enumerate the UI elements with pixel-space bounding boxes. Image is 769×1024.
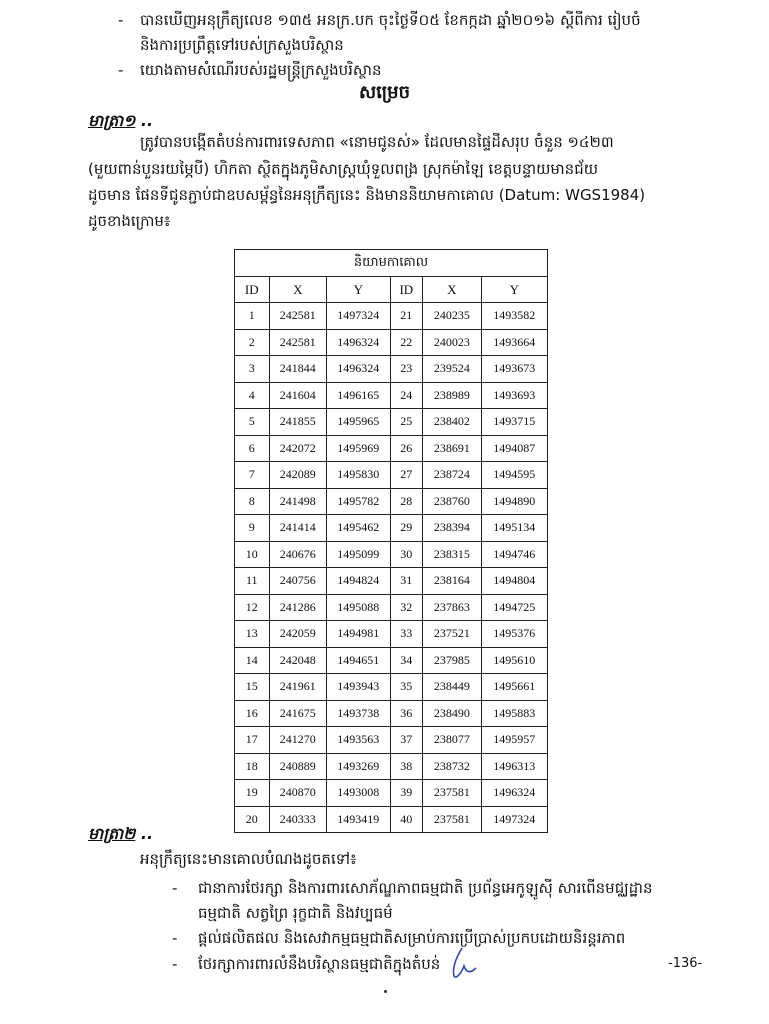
bullet-dash: - bbox=[172, 955, 178, 973]
cell-x: 240870 bbox=[269, 780, 327, 807]
table-row bbox=[235, 780, 548, 807]
cell-x: 242581 bbox=[269, 303, 327, 330]
cell-id: 23 bbox=[390, 356, 423, 383]
cell-y: 1494981 bbox=[327, 621, 391, 648]
article-2-title: មាត្រា២ .. bbox=[88, 824, 154, 843]
top-bullet-1-cont: និងការប្រព្រឹត្តទៅរបស់ក្រសួងបរិស្ថាន bbox=[140, 36, 344, 54]
cell-y: 1497324 bbox=[481, 806, 547, 833]
article-2-bullet-3: ថែរក្សាការពារលំនឹងបរិស្ថានធម្មជាតិក្នុងតំបន់ bbox=[198, 955, 441, 973]
cell-y: 1493943 bbox=[327, 674, 391, 701]
cell-y: 1493673 bbox=[481, 356, 547, 383]
table-row bbox=[235, 488, 548, 515]
table-row bbox=[235, 303, 548, 330]
cell-id: 17 bbox=[235, 727, 270, 754]
article-1-line-4: ដូចខាងក្រោម៖ bbox=[88, 212, 171, 230]
cell-id: 15 bbox=[235, 674, 270, 701]
cell-id: 8 bbox=[235, 488, 270, 515]
cell-y: 1496165 bbox=[327, 382, 391, 409]
cell-y: 1494746 bbox=[481, 541, 547, 568]
cell-x: 242072 bbox=[269, 435, 327, 462]
article-1-line-2: (មួយពាន់បួនរយម្ភៃបី) ហិកតា ស្ថិតក្នុងភូមិសាស្ត្រឃុំទួលពង្រ ស្រុកម៉ាឡៃ ខេត្តបន្ទាយមានជ័យ bbox=[88, 160, 598, 178]
cell-id: 38 bbox=[390, 753, 423, 780]
cell-id: 20 bbox=[235, 806, 270, 833]
cell-x: 238315 bbox=[423, 541, 481, 568]
col-header-id: ID bbox=[390, 277, 423, 303]
cell-id: 35 bbox=[390, 674, 423, 701]
top-bullet-2: យោងតាមសំណើរបស់រដ្ឋមន្ត្រីក្រសួងបរិស្ថាន bbox=[140, 61, 382, 79]
cell-y: 1493582 bbox=[481, 303, 547, 330]
table-row bbox=[235, 515, 548, 542]
cell-x: 237985 bbox=[423, 647, 481, 674]
cell-y: 1493693 bbox=[481, 382, 547, 409]
cell-x: 238691 bbox=[423, 435, 481, 462]
cell-x: 241414 bbox=[269, 515, 327, 542]
cell-y: 1493008 bbox=[327, 780, 391, 807]
cell-y: 1494651 bbox=[327, 647, 391, 674]
cell-id: 26 bbox=[390, 435, 423, 462]
cell-y: 1495134 bbox=[481, 515, 547, 542]
cell-y: 1496324 bbox=[327, 356, 391, 383]
cell-y: 1494087 bbox=[481, 435, 547, 462]
cell-id: 25 bbox=[390, 409, 423, 436]
scan-dot bbox=[384, 990, 387, 993]
article-2-bullet-1: ជានាការថែរក្សា និងការពារសោភ័ណ្ឌភាពធម្មជាតិ ប្រព័ន្ធអេកូឡូស៊ី សារពើនមជ្ឈដ្ឋាន bbox=[198, 879, 653, 897]
cell-x: 241270 bbox=[269, 727, 327, 754]
cell-x: 241498 bbox=[269, 488, 327, 515]
cell-y: 1493664 bbox=[481, 329, 547, 356]
cell-y: 1495462 bbox=[327, 515, 391, 542]
cell-y: 1495376 bbox=[481, 621, 547, 648]
article-2-title-text: មាត្រា២ bbox=[88, 824, 136, 843]
cell-id: 3 bbox=[235, 356, 270, 383]
cell-x: 242059 bbox=[269, 621, 327, 648]
table-row bbox=[235, 568, 548, 595]
table-row bbox=[235, 806, 548, 833]
table-row bbox=[235, 382, 548, 409]
table-body bbox=[235, 303, 548, 833]
cell-id: 21 bbox=[390, 303, 423, 330]
table-header-row bbox=[235, 277, 548, 303]
cell-x: 238164 bbox=[423, 568, 481, 595]
bullet-dash: - bbox=[118, 11, 124, 29]
table-row bbox=[235, 727, 548, 754]
bullet-dash: - bbox=[172, 929, 178, 947]
decision-heading: សម្រេច bbox=[358, 82, 411, 103]
cell-x: 241286 bbox=[269, 594, 327, 621]
cell-id: 31 bbox=[390, 568, 423, 595]
cell-y: 1495965 bbox=[327, 409, 391, 436]
cell-x: 237581 bbox=[423, 780, 481, 807]
cell-id: 28 bbox=[390, 488, 423, 515]
article-2-intro: អនុក្រឹត្យនេះមានគោលបំណងដូចតទៅ៖ bbox=[140, 850, 357, 868]
cell-id: 22 bbox=[390, 329, 423, 356]
bullet-dash: - bbox=[172, 879, 178, 897]
cell-x: 240676 bbox=[269, 541, 327, 568]
article-1-line-3: ដូចមាន ផែនទីជូនភ្ជាប់ជាឧបសម្ព័ន្ធនៃអនុក្រឹត្យនេះ និងមាននិយាមកាគោល (Datum: WGS1984) bbox=[88, 186, 646, 204]
cell-id: 4 bbox=[235, 382, 270, 409]
cell-y: 1494824 bbox=[327, 568, 391, 595]
cell-id: 13 bbox=[235, 621, 270, 648]
cell-id: 10 bbox=[235, 541, 270, 568]
cell-id: 32 bbox=[390, 594, 423, 621]
cell-id: 1 bbox=[235, 303, 270, 330]
cell-id: 37 bbox=[390, 727, 423, 754]
cell-x: 242048 bbox=[269, 647, 327, 674]
cell-id: 5 bbox=[235, 409, 270, 436]
table-row bbox=[235, 409, 548, 436]
cell-y: 1496324 bbox=[327, 329, 391, 356]
cell-x: 238449 bbox=[423, 674, 481, 701]
cell-y: 1495661 bbox=[481, 674, 547, 701]
cell-id: 14 bbox=[235, 647, 270, 674]
col-header-y: Y bbox=[481, 277, 547, 303]
cell-x: 242581 bbox=[269, 329, 327, 356]
cell-y: 1496313 bbox=[481, 753, 547, 780]
cell-x: 237863 bbox=[423, 594, 481, 621]
cell-x: 240235 bbox=[423, 303, 481, 330]
cell-id: 27 bbox=[390, 462, 423, 489]
cell-id: 2 bbox=[235, 329, 270, 356]
cell-y: 1496324 bbox=[481, 780, 547, 807]
cell-y: 1495782 bbox=[327, 488, 391, 515]
cell-x: 237581 bbox=[423, 806, 481, 833]
cell-id: 18 bbox=[235, 753, 270, 780]
cell-x: 240333 bbox=[269, 806, 327, 833]
table-row bbox=[235, 329, 548, 356]
col-header-x: X bbox=[269, 277, 327, 303]
table-row bbox=[235, 647, 548, 674]
cell-x: 238760 bbox=[423, 488, 481, 515]
cell-x: 238402 bbox=[423, 409, 481, 436]
cell-y: 1493738 bbox=[327, 700, 391, 727]
table-row bbox=[235, 700, 548, 727]
cell-y: 1497324 bbox=[327, 303, 391, 330]
table-row bbox=[235, 541, 548, 568]
cell-x: 238077 bbox=[423, 727, 481, 754]
table-title: និយាមកាគោល bbox=[235, 250, 548, 277]
cell-id: 24 bbox=[390, 382, 423, 409]
cell-id: 29 bbox=[390, 515, 423, 542]
cell-x: 241855 bbox=[269, 409, 327, 436]
col-header-y: Y bbox=[327, 277, 391, 303]
cell-id: 19 bbox=[235, 780, 270, 807]
cell-y: 1495969 bbox=[327, 435, 391, 462]
cell-x: 240023 bbox=[423, 329, 481, 356]
article-2-bullet-1-cont: ធម្មជាតិ សត្វព្រៃ រុក្ខជាតិ និងវប្បធម៌ bbox=[198, 904, 393, 922]
top-bullet-1: បានឃើញអនុក្រឹត្យលេខ ១៣៥ អនក្រ.បក ចុះថ្ងៃទី០៥ ខែកក្កដា ឆ្នាំ២០១៦ ស្តីពីការ រៀបចំ bbox=[140, 11, 641, 29]
cell-id: 9 bbox=[235, 515, 270, 542]
col-header-id: ID bbox=[235, 277, 270, 303]
cell-id: 36 bbox=[390, 700, 423, 727]
cell-x: 238732 bbox=[423, 753, 481, 780]
table-row bbox=[235, 674, 548, 701]
cell-x: 237521 bbox=[423, 621, 481, 648]
table-row bbox=[235, 594, 548, 621]
cell-y: 1495099 bbox=[327, 541, 391, 568]
table-row bbox=[235, 462, 548, 489]
cell-id: 34 bbox=[390, 647, 423, 674]
cell-id: 40 bbox=[390, 806, 423, 833]
initials-signature bbox=[448, 946, 478, 980]
article-1-title-text: មាត្រា១ bbox=[88, 111, 136, 130]
page-number: -136- bbox=[668, 956, 703, 971]
cell-y: 1493715 bbox=[481, 409, 547, 436]
cell-y: 1495957 bbox=[481, 727, 547, 754]
cell-id: 30 bbox=[390, 541, 423, 568]
cell-x: 239524 bbox=[423, 356, 481, 383]
coordinates-table bbox=[234, 249, 548, 833]
article-1-title: មាត្រា១ .. bbox=[88, 111, 154, 130]
cell-x: 241604 bbox=[269, 382, 327, 409]
cell-x: 238490 bbox=[423, 700, 481, 727]
cell-id: 39 bbox=[390, 780, 423, 807]
cell-y: 1495088 bbox=[327, 594, 391, 621]
cell-y: 1494804 bbox=[481, 568, 547, 595]
cell-id: 16 bbox=[235, 700, 270, 727]
cell-id: 12 bbox=[235, 594, 270, 621]
cell-x: 241961 bbox=[269, 674, 327, 701]
cell-y: 1495830 bbox=[327, 462, 391, 489]
cell-x: 238989 bbox=[423, 382, 481, 409]
cell-id: 33 bbox=[390, 621, 423, 648]
cell-x: 240756 bbox=[269, 568, 327, 595]
cell-y: 1494890 bbox=[481, 488, 547, 515]
cell-x: 242089 bbox=[269, 462, 327, 489]
table-row bbox=[235, 753, 548, 780]
cell-y: 1495883 bbox=[481, 700, 547, 727]
bullet-dash: - bbox=[118, 61, 124, 79]
cell-x: 241675 bbox=[269, 700, 327, 727]
table-row bbox=[235, 435, 548, 462]
article-1-line-1: ត្រូវបានបង្កើតតំបន់ការពារទេសភាព «នោមជូនស់» ដែលមានផ្ទៃដីសរុប ចំនួន ១៤២៣ bbox=[140, 133, 614, 151]
cell-y: 1493269 bbox=[327, 753, 391, 780]
cell-x: 238724 bbox=[423, 462, 481, 489]
cell-y: 1495610 bbox=[481, 647, 547, 674]
article-2-bullet-2: ផ្តល់ផលិតផល និងសេវាកម្មធម្មជាតិសម្រាប់ការប្រើប្រាស់ប្រកបដោយនិរន្តរភាព bbox=[198, 929, 626, 947]
cell-y: 1494595 bbox=[481, 462, 547, 489]
table-row bbox=[235, 621, 548, 648]
cell-id: 7 bbox=[235, 462, 270, 489]
cell-x: 240889 bbox=[269, 753, 327, 780]
cell-y: 1493419 bbox=[327, 806, 391, 833]
cell-x: 241844 bbox=[269, 356, 327, 383]
table-row bbox=[235, 356, 548, 383]
cell-y: 1493563 bbox=[327, 727, 391, 754]
cell-id: 11 bbox=[235, 568, 270, 595]
cell-x: 238394 bbox=[423, 515, 481, 542]
col-header-x: X bbox=[423, 277, 481, 303]
cell-y: 1494725 bbox=[481, 594, 547, 621]
cell-id: 6 bbox=[235, 435, 270, 462]
